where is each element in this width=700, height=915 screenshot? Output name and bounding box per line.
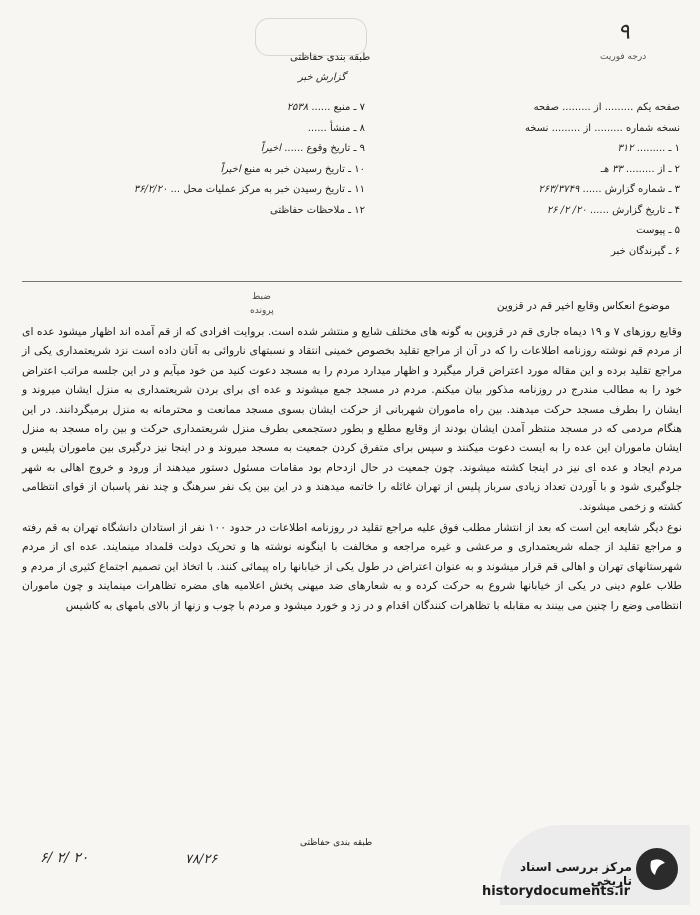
archive-logo-icon <box>636 848 678 890</box>
archive-name: مرکز بررسی اسناد تاریخی <box>520 860 632 888</box>
field-row: صفحه یکم ......... از ......... صفحه <box>533 102 680 113</box>
paragraph: نوع دیگر شایعه این است که بعد از انتشار مطلب فوق علیه مراجع تقلید در روزنامه اطلاعات در حدود ۱۰۰ نفر از استادان دانشگاه تهران به قم رفته و مراجع تقلید از جمله شریعتمداری و مرعشی و غیره مراجعه و مخالفت با اینگونه نوشته ها و تحریک دولت قلمداد مینمایند. عده ای از مردم شهرستانهای تهران و اهالی قم قرار میشوند و به عنوان اعتراض در طول یکی از خیابانها راه پیمائی کنند. با اتخاذ این تصمیم اجتماع کثیری از مردم و طلاب علوم دینی در یکی از خیابانها شروع به حرکت کرده و به شعارهای ضد میهنی پخش اعلامیه های مضره تظاهرات مینمایند و چون ماموران انتظامی وضع را چنین می بینند به مقابله با تظاهرات کنندگان اقدام و در زد و خورد میشود و مردم با چوب و زنها از بالای بامهای به کاشیس <box>22 521 682 612</box>
field-row: ۳ ـ شماره گزارش ...... ۲۶۳/۳۷۴۹ <box>538 184 680 195</box>
side-note-2: پرونده <box>250 306 274 316</box>
divider <box>22 281 682 282</box>
subject-line: موضوع انعکاس وقایع اخیر قم در قزوین <box>496 300 670 312</box>
field-row: ۱ ـ ......... ۳۱۲ <box>617 143 680 154</box>
field-row: ۴ ـ تاریخ گزارش ...... ۲۰/ ۲/ ۲۶ <box>546 204 680 216</box>
field-row: ۱۲ ـ ملاحظات حفاظتی <box>270 204 365 216</box>
field-row: ۹ ـ تاریخ وقوع ...... اخیراً <box>260 143 365 154</box>
field-row: ۱۱ ـ تاریخ رسیدن خبر به مرکز عملیات محل ... ۳۶/۲/۲۰ <box>133 184 365 195</box>
report-fields-right <box>380 98 680 262</box>
field-row: ۸ ـ منشأ ...... <box>307 122 365 134</box>
archive-url[interactable]: historydocuments.ir <box>481 884 630 899</box>
field-row: ۱۰ ـ تاریخ رسیدن خبر به منبع اخیراً <box>220 163 365 175</box>
footer-classification: طبقه بندی حفاظتی <box>300 838 373 848</box>
paragraph: وقایع روزهای ۷ و ۱۹ دیماه جاری قم در قزوین به گونه های مختلف شایع و منتشر شده است. بروایت افرادی که از قم آمده اند اظهار میشود عده ای از مردم قم نوشته روزنامه اطلاعات را که در آن از مراجع تقلید بخصوص خمینی انتقاد و نسبتهای ناروائی به آنان داده است نزد شریعتمداری یکی از مراجع تقلید برده و این مقاله مورد اعتراض قرار میگیرد و اظهار میدارد مردم را به مسجد دعوت کنید من خود میآیم و در این جلسه مراتب اعتراض خود را به مطالب مندرج در روزنامه مذکور بیان میکنم. مردم در مسجد جمع میشوند و عده ای برای بردن شریعتمداری به منزل ایشان میروند و ایشان را بطرف مسجد حرکت میدهند. بین راه ماموران شهربانی از حرکت ایشان بسوی مسجد ممانعت و محترمانه به منزل برمیگردانند. در این هنگام مردمی که در مسجد منتظر آمدن ایشان بودند از وقایع مطلع و بطور دستجمعی بطرف منزل شریعتمداری حرکت و بین راه مسجد به منزل ایشان ماموران این عده را به ایست دعوت میکنند و سپس برای متفرق کردن جمعیت به مسجد میروند و در اینجا نیز درگیری بین ماموران پلیس و مردم ایجاد و عده ای نیز در اینجا کشته میشوند. چون جمعیت در حال ازدحام بود مقامات مسئول دستور میدهند از ورود و خروج اهالی به شهر جلوگیری شود و با آوردن تعداد زیادی سرباز پلیس از تهران غائله را خاتمه میدهند و در این بین یک نفر سرهنگ و چند نفر پاسبان از قوای انتظامی کشته و زخمی میشوند. <box>22 325 682 513</box>
serial-number: ۷۸/۲۶ <box>185 852 218 867</box>
page-number: ۹ <box>616 19 631 46</box>
field-row: نسخه شماره ......... از ......... نسخه <box>524 122 680 134</box>
classification-label: طبقه بندی حفاظتی <box>290 52 371 63</box>
report-title: گزارش خبر <box>298 72 346 83</box>
field-row: ۲ ـ از ......... ۳۳ هـ <box>600 163 680 175</box>
signature-date: ۶/ ۲/ ۲۰ <box>40 850 89 866</box>
field-row: ۵ ـ پیوست <box>636 225 680 236</box>
priority-label: درجه فوریت <box>600 52 647 62</box>
field-row: ۶ ـ گیرندگان خبر <box>610 245 680 257</box>
report-fields-left <box>35 98 365 221</box>
header-stamp <box>255 18 367 56</box>
document-body <box>22 322 682 617</box>
field-row: ۷ ـ منبع ...... ۲۵۳۸ <box>286 102 365 113</box>
side-note: ضبط <box>252 292 271 302</box>
